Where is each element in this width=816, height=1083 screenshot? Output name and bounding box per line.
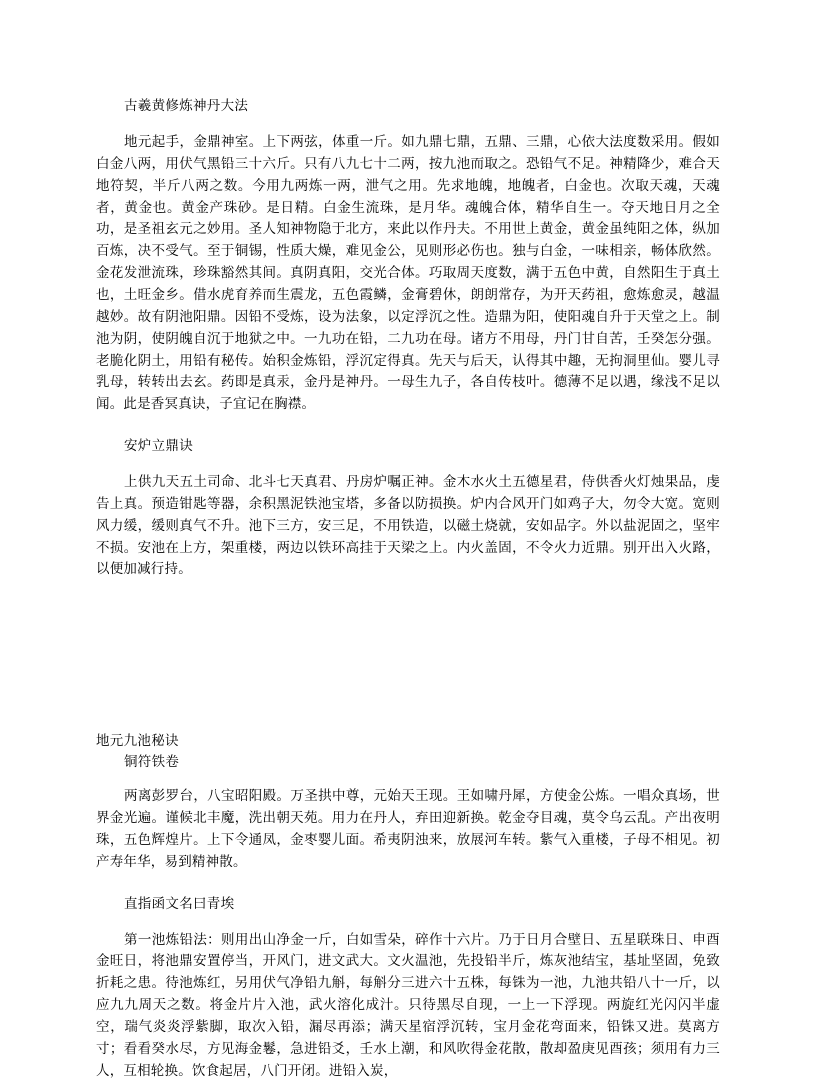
body-paragraph-zhizhi: 第一池炼铅法：则用出山净金一斤，白如雪朵，碎作十六片。乃于日月合壁日、五星联珠日、申酉金旺日，将池鼎安置停当，开风门，进文武大。文火温池，先投铅半斤，炼灰池结宝，基址坚固，免致折耗之患。待池炼红，另用伏气净铅九斛，每斛分三进六十五株，每铢为一池，九池共铅八十一斤，以应九九周天之数。将金片片入池，武火溶化成汁。只待黑尽自现，一上一下浮现。两旋红光闪闪半虚空，瑞气炎炎浮紫脚，取次入铅，漏尽再添；满天星宿浮沉转，宝月金花弯面来，铅铢又进。莫离方寸；看看癸水尽，方见海金鬈，急进铅爻，壬水上潮，和风吹得金花散，散却盈庚见酉孩；须用有力三人，互相轮换。饮食起居，八门开闭。进铅入炭， bbox=[96, 931, 720, 1079]
section-title-diyuan: 地元九池秘诀 bbox=[96, 733, 179, 750]
spacer bbox=[96, 667, 720, 731]
spacer bbox=[96, 416, 720, 436]
spacer bbox=[96, 581, 720, 667]
document-body bbox=[96, 96, 720, 1083]
section-title-anlu: 安炉立鼎诀 bbox=[124, 438, 193, 455]
body-paragraph-anlu: 上供九天五土司命、北斗七天真君、丹房炉嘱正神。金木水火土五德星君，侍供香火灯烛果品，虔告上真。预造钳匙等器，余积黑泥铁池宝塔，多备以防损换。炉内合风开门如鸡子大，勿令大宽。宽则风力缓，缓则真气不升。池下三方，安三足，不用铁造，以磁土烧就，安如品字。外以盐泥固之，坚牢不损。安池在上方，架重楼，两边以铁环高挂于天梁之上。内火盖固，不令火力近鼎。别开出入火路，以便加减行持。 bbox=[96, 474, 720, 578]
body-paragraph-gushi: 地元起手，金鼎神室。上下两弦，体重一斤。如九鼎七鼎，五鼎、三鼎，心依大法度数采用。假如白金八两，用伏气黑铅三十六斤。只有八九七十二两，按九池而取之。恐铅气不足。神精降少，难合天地符契，半斤八两之数。今用九两炼一两，泄气之用。先求地魄，地魄者，白金也。次取天魂，天魂者，黄金也。黄金产珠砂。是日精。白金生流珠，是月华。魂魄合体，精华自生一。夺天地日月之全功，是圣祖玄元之妙用。圣人知神物隐于北方，来此以作丹夫。不用世上黄金，黄金虽纯阳之体，纵加百炼，决不受气。至于铜锡，性质大燥，难见金公，见则形必伤也。独与白金，一味相亲，畅体欣然。金花发泄流珠，珍珠豁然其间。真阴真阳，交光合体。巧取周天度数，满于五色中黄，自然阳生于真土也，土旺金乡。借水虎育养而生震龙，五色霞鳞，金膏碧休，朗朗常存，为开天药祖，愈炼愈灵，越温越妙。故有阴池阳鼎。因铅不受炼，设为法象，以定浮沉之性。造鼎为阳，使阳魂自升于天堂之上。制池为阴，使阴魄自沉于地狱之中。一九功在铅，二九功在母。诸方不用母，丹门甘自苦，壬癸怎分强。老脆化阴土，用铅有秘传。始积金炼铅，浮沉定得真。先天与后天，认得其中趣，无拘洞里仙。婴儿寻乳母，转转出去玄。药即是真汞，金丹是神丹。一母生九子，各自传枝叶。德薄不足以遇，缘浅不足以闻。此是香冥真诀，子宜记在胸襟。 bbox=[96, 133, 720, 413]
spacer bbox=[96, 874, 720, 894]
section-title-zhizhi: 直指函文名曰青埃 bbox=[124, 895, 235, 912]
spacer bbox=[96, 917, 720, 930]
section-title-tongfu: 铜符铁卷 bbox=[124, 754, 180, 771]
section-title-gushi: 古羲黄修炼神丹大法 bbox=[124, 98, 249, 114]
spacer bbox=[96, 119, 720, 132]
spacer bbox=[96, 773, 720, 786]
body-paragraph-tongfu: 两离彭罗台，八宝昭阳殿。万圣拱中尊，元始天王现。王如啸丹犀，方使金公炼。一唱众真场，世界金光遍。谨候北丰魔，洗出朝天苑。用力在丹人，弃田迎新换。乾金夺目魂，莫令乌云乱。产出夜明珠，五色辉煌片。上下令通凤，金枣婴儿面。希夷阴浊来，放展河车转。紫气入重楼，子母不相见。初产寿年华，易到精神散。 bbox=[96, 788, 720, 870]
spacer bbox=[96, 459, 720, 472]
